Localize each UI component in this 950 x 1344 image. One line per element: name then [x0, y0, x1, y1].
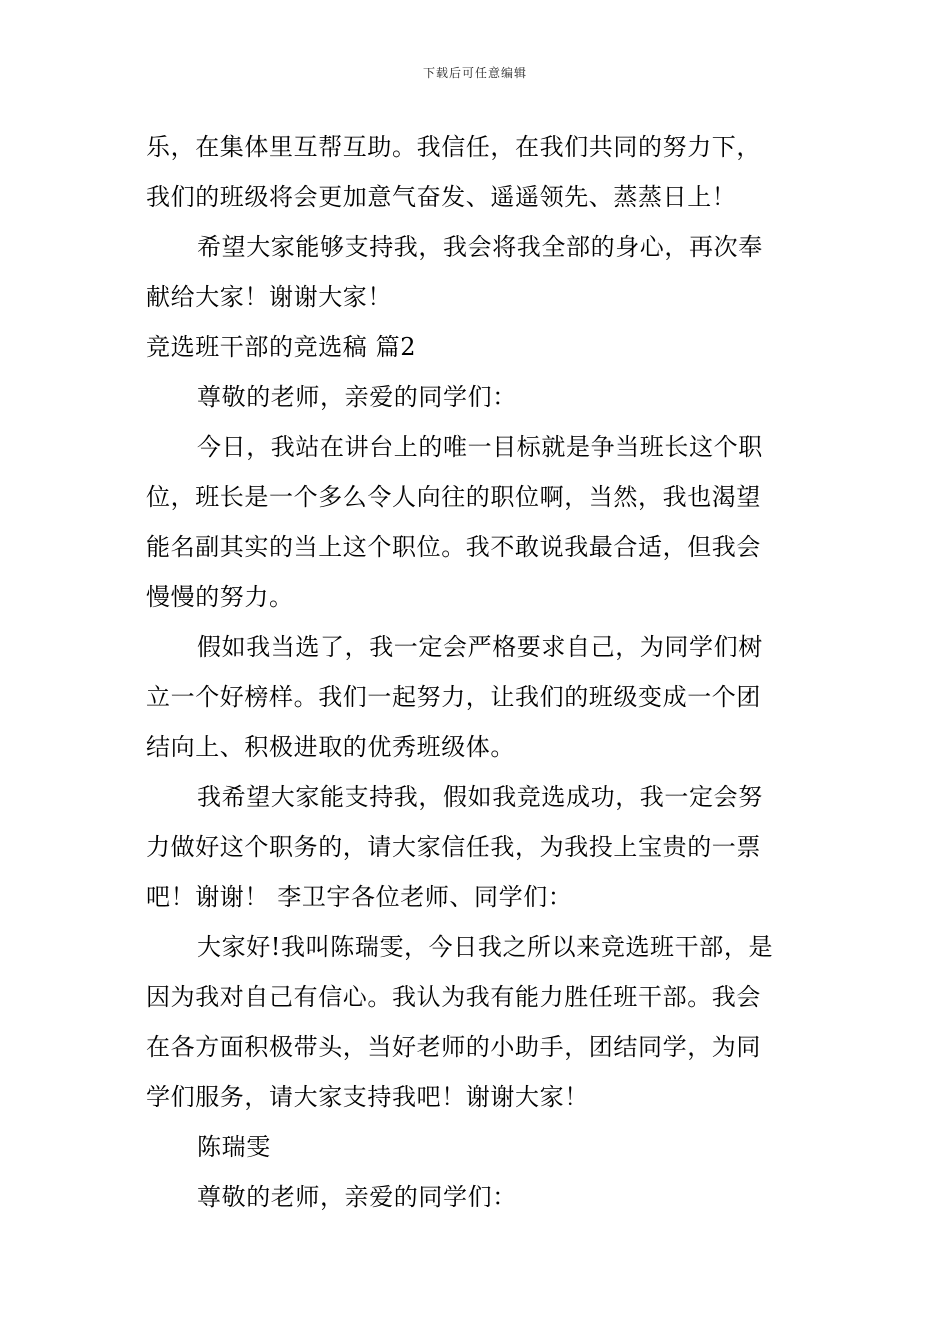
- text-line: 能名副其实的当上这个职位。我不敢说我最合适，但我会: [146, 533, 761, 561]
- document-body: [146, 122, 810, 1222]
- text-line: 立一个好榜样。我们一起努力，让我们的班级变成一个团: [146, 683, 761, 711]
- text-line: 吧！谢谢！ 李卫宇各位老师、同学们：: [146, 883, 573, 911]
- text-line: 位，班长是一个多么令人向往的职位啊，当然，我也渴望: [146, 483, 761, 511]
- text-line: 陈瑞雯: [197, 1133, 271, 1161]
- text-line: 尊敬的老师，亲爱的同学们：: [197, 1183, 517, 1211]
- text-line: 结向上、积极进取的优秀班级体。: [146, 733, 515, 761]
- page-header: 下载后可任意编辑: [422, 66, 527, 80]
- text-line: 假如我当选了，我一定会严格要求自己，为同学们树: [197, 633, 763, 661]
- text-line: 尊敬的老师，亲爱的同学们：: [197, 383, 517, 411]
- text-line: 乐，在集体里互帮互助。我信任，在我们共同的努力下，: [146, 133, 761, 161]
- text-line: 希望大家能够支持我，我会将我全部的身心，再次奉: [197, 233, 763, 261]
- text-line: 力做好这个职务的，请大家信任我，为我投上宝贵的一票: [146, 833, 761, 861]
- text-line: 学们服务，请大家支持我吧！谢谢大家！: [146, 1083, 589, 1111]
- text-line: 在各方面积极带头，当好老师的小助手，团结同学，为同: [146, 1033, 761, 1061]
- text-line: 我希望大家能支持我，假如我竞选成功，我一定会努: [197, 783, 763, 811]
- text-line: 因为我对自己有信心。我认为我有能力胜任班干部。我会: [146, 983, 761, 1011]
- text-line: 今日，我站在讲台上的唯一目标就是争当班长这个职: [197, 433, 763, 461]
- text-line: 我们的班级将会更加意气奋发、遥遥领先、蒸蒸日上！: [146, 183, 737, 211]
- text-line: 竞选班干部的竞选稿 篇2: [146, 333, 417, 361]
- text-line: 慢慢的努力。: [146, 583, 294, 611]
- text-line: 献给大家！谢谢大家！: [146, 283, 392, 311]
- text-line: 大家好!我叫陈瑞雯，今日我之所以来竞选班干部，是: [197, 933, 774, 961]
